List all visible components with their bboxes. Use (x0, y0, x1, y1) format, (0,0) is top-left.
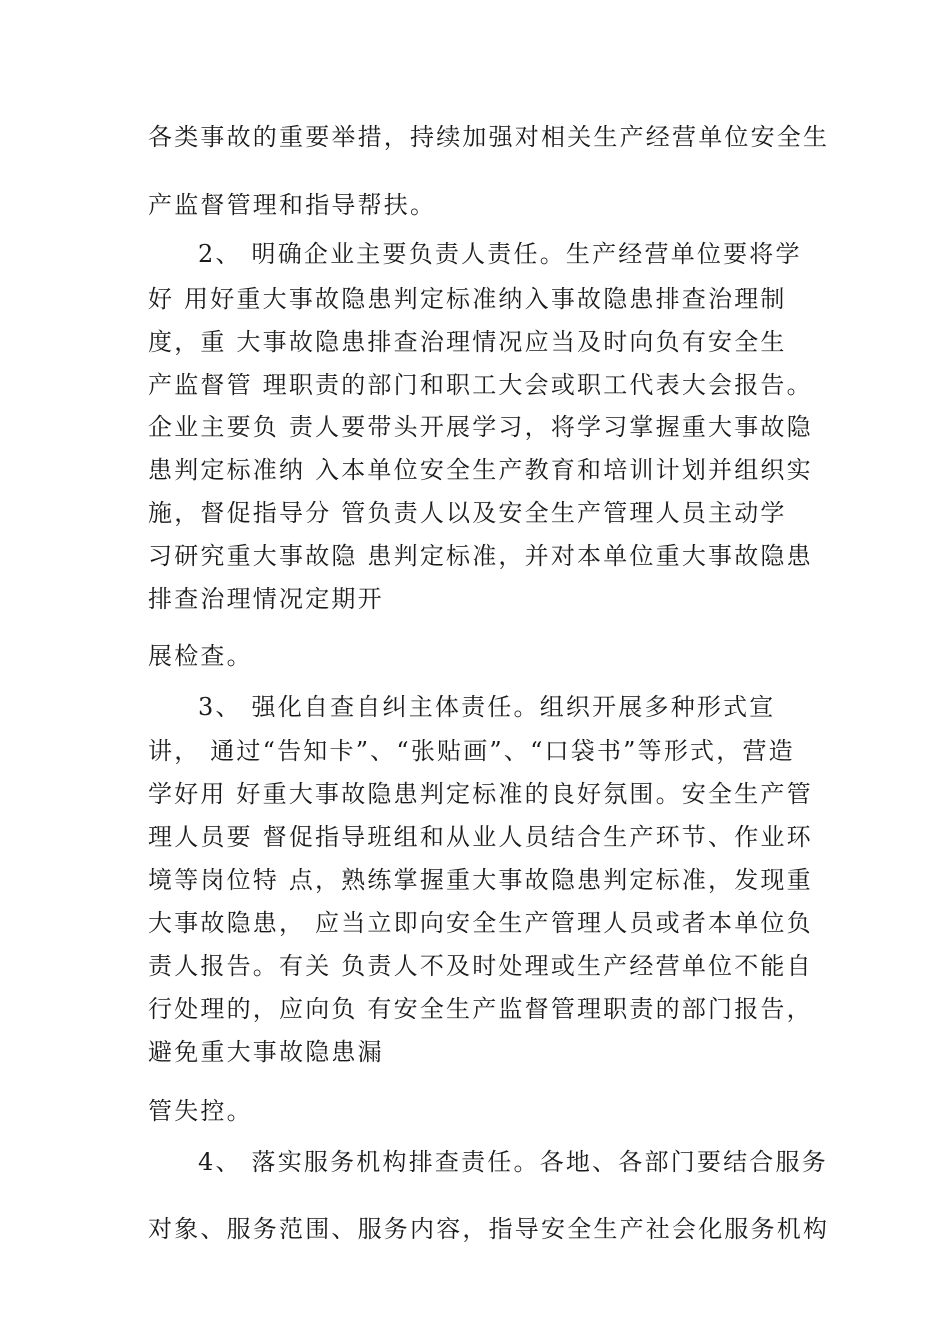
text-line: 好 用好重大事故隐患判定标准纳入事故隐患排查治理制 (148, 285, 787, 313)
text-line: 管失控。 (148, 1097, 253, 1125)
text-line: 大事故隐患， 应当立即向安全生产管理人员或者本单位负 (148, 909, 813, 937)
text-line: 对象、服务范围、服务内容，指导安全生产社会化服务机构 (148, 1215, 830, 1243)
paragraph-start-line: 2、 明确企业主要负责人责任。生产经营单位要将学 (198, 240, 802, 268)
text-line: 产监督管 理职责的部门和职工大会或职工代表大会报告。 (148, 371, 813, 399)
text-line: 产监督管理和指导帮扶。 (148, 191, 437, 219)
text-line: 学好用 好重大事故隐患判定标准的良好氛围。安全生产管 (148, 780, 813, 808)
paragraph-start-line: 3、 强化自查自纠主体责任。组织开展多种形式宣 (198, 693, 776, 721)
text-line: 行处理的，应向负 有安全生产监督管理职责的部门报告， (148, 995, 813, 1023)
text-line: 习研究重大事故隐 患判定标准，并对本单位重大事故隐患 (148, 542, 813, 570)
text-line: 各类事故的重要举措，持续加强对相关生产经营单位安全生 (148, 123, 830, 151)
text-line: 境等岗位特 点，熟练掌握重大事故隐患判定标准，发现重 (148, 866, 813, 894)
text-line: 理人员要 督促指导班组和从业人员结合生产环节、作业环 (148, 823, 813, 851)
text-line: 排查治理情况定期开 (148, 585, 384, 613)
text-line: 施，督促指导分 管负责人以及安全生产管理人员主动学 (148, 499, 787, 527)
text-line: 展检查。 (148, 642, 253, 670)
text-line: 企业主要负 责人要带头开展学习，将学习掌握重大事故隐 (148, 413, 813, 441)
paragraph-start-line: 4、 落实服务机构排查责任。各地、各部门要结合服务 (198, 1148, 828, 1176)
text-line: 患判定标准纳 入本单位安全生产教育和培训计划并组织实 (148, 456, 813, 484)
text-line: 责人报告。有关 负责人不及时处理或生产经营单位不能自 (148, 952, 813, 980)
text-line: 度，重 大事故隐患排查治理情况应当及时向负有安全生 (148, 328, 787, 356)
text-line: 避免重大事故隐患漏 (148, 1038, 384, 1066)
text-line: 讲， 通过“告知卡”、“张贴画”、“口袋书”等形式，营造 (148, 737, 795, 765)
